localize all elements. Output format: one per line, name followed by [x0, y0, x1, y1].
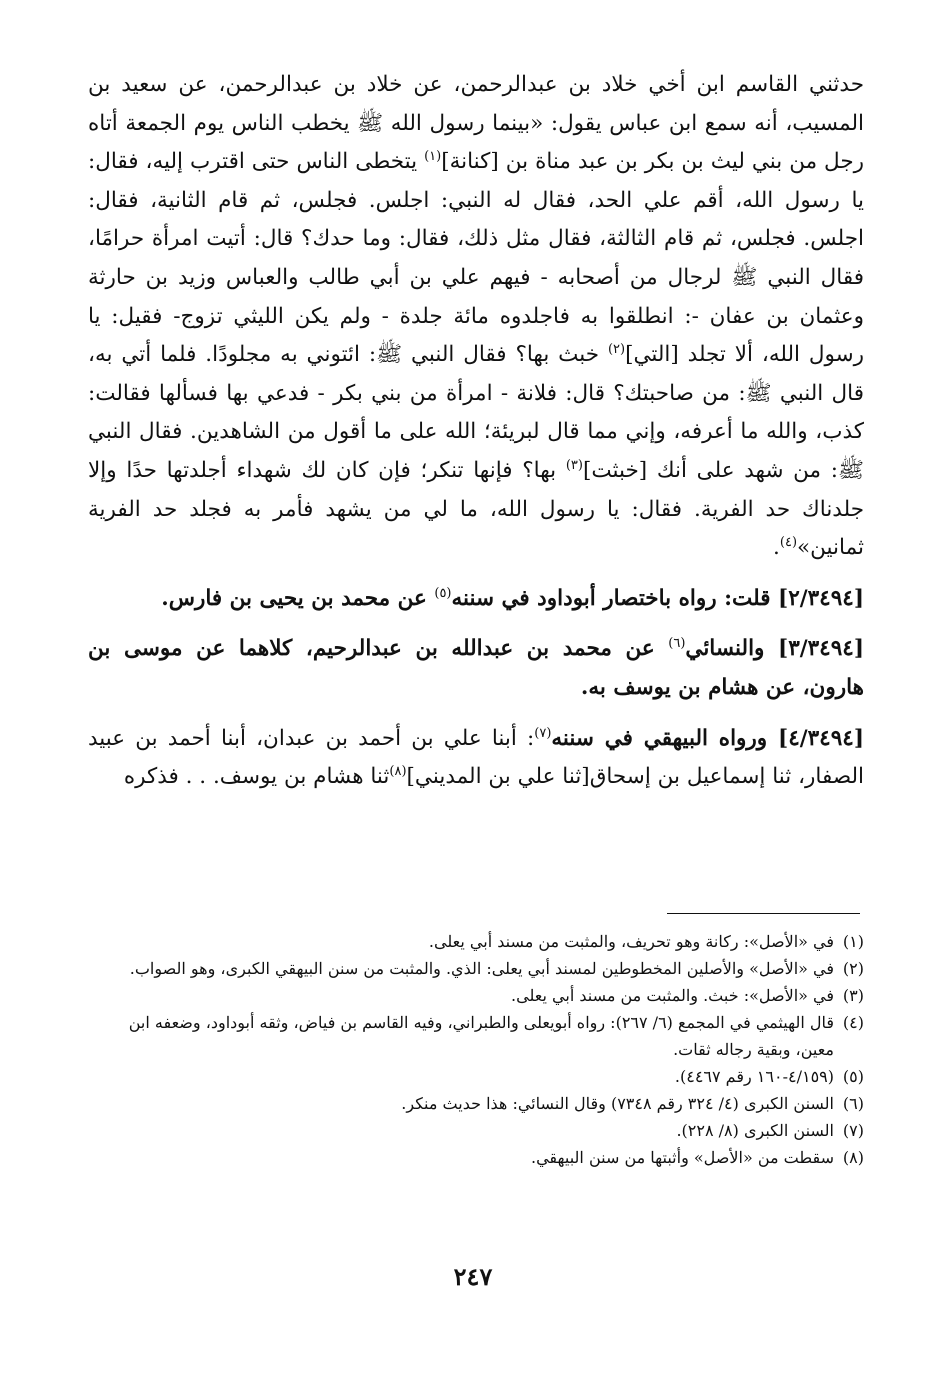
footnote-separator	[667, 913, 860, 914]
footnote-text: السنن الكبرى (٨/ ٢٢٨).	[676, 1121, 834, 1140]
footnote-1	[88, 928, 864, 955]
footnote-number: (٣)	[842, 986, 864, 1005]
footnote-text: قال الهيثمي في المجمع (٦/ ٢٦٧): رواه أبويعلى والطبراني، وفيه القاسم بن فياض، وثقه أبوداود، وضعفه ابن معين، وبقية رجاله ثقات.	[128, 1013, 834, 1059]
hadith-text-3: خبث بها؟ فقال النبي ﷺ: ائتوني به مجلودًا. فلما أتي به، قال النبي ﷺ: من صاحبتك؟ قال: فلانة - امرأة من بني بكر - فدعي بها فسألها فقالت: كذب، والله ما أعرفه، وإني مما قال لبريئة؛ الله على ما أقول من الشاهدين. فقال النبي ﷺ: من شهد على أنك [خبثت]	[88, 342, 865, 483]
footnote-number: (١)	[842, 932, 864, 951]
hadith-paragraph	[88, 66, 864, 568]
abu-dawud-text-2: عن محمد بن يحيى بن فارس.	[161, 585, 435, 611]
bayhaqi-text: : أبنا علي بن أحمد بن عبدان، أبنا أحمد بن عبيد الصفار، ثنا إسماعيل بن إسحاق[ثنا علي بن المديني]	[88, 725, 864, 790]
footnote-ref-3[interactable]: (٣)	[565, 457, 583, 473]
entry-number-4: [٤/٣٤٩٤]	[778, 725, 864, 751]
footnote-number: (٦)	[842, 1094, 864, 1113]
nasai-paragraph	[88, 630, 864, 707]
footnote-ref-8[interactable]: (٨)	[389, 763, 407, 779]
footnote-number: (٥)	[842, 1067, 864, 1086]
footnote-2	[88, 955, 864, 982]
footnote-text: في «الأصل»: ركانة وهو تحريف، والمثبت من مسند أبي يعلى.	[428, 932, 834, 951]
footnote-ref-2[interactable]: (٢)	[607, 342, 626, 357]
footnote-3	[88, 982, 864, 1009]
page-body	[88, 66, 864, 797]
footnote-text: سقطت من «الأصل» وأثبتها من سنن البيهقي.	[530, 1148, 834, 1167]
footnote-number: (٨)	[842, 1148, 864, 1167]
hadith-text-2: يتخطى الناس حتى اقترب إليه، فقال: يا رسول الله، أقم علي الحد، فقال له النبي: اجلس. فجلس، ثم قام الثانية، فقال: اجلس. فجلس، ثم قام الثالثة، فقال مثل ذلك، فقال: وما حدك؟ قال: أتيت امرأة حرامًا، فقال النبي ﷺ لرجال من أصحابه - فيهم علي بن أبي طالب والعباس وزيد بن حارثة وعثمان بن عفان -: انطلقوا به فاجلدوه مائة جلدة - ولم يكن الليثي تزوج- فقيل: يا رسول الله، ألا تجلد [التي]	[88, 149, 864, 368]
footnote-text: في «الأصل» والأصلين المخطوطين لمسند أبي يعلى: الذي. والمثبت من سنن البيهقي الكبرى، وهو الصواب.	[129, 959, 834, 978]
footnote-5	[88, 1063, 864, 1090]
entry-number-3: [٣/٣٤٩٤]	[778, 636, 865, 662]
abu-dawud-text: قلت: رواه باختصار أبوداود في سننه	[451, 585, 779, 611]
abu-dawud-paragraph	[88, 580, 864, 619]
footnote-text: (٤/١٥٩-١٦٠ رقم ٤٤٦٧).	[674, 1067, 834, 1086]
bayhaqi-heading: ورواه البيهقي في سننه	[551, 725, 779, 751]
footnote-8	[88, 1144, 864, 1171]
footnote-text: في «الأصل»: خبث. والمثبت من مسند أبي يعلى.	[511, 986, 834, 1005]
entry-number-2: [٢/٣٤٩٤]	[778, 585, 864, 611]
hadith-text-1: حدثني القاسم ابن أخي خلاد بن عبدالرحمن، عن خلاد بن عبدالرحمن، عن سعيد بن المسيب، أنه سمع ابن عباس يقول: «بينما رسول الله ﷺ يخطب الناس يوم الجمعة أتاه رجل من بني ليث بن بكر بن عبد مناة بن [كنانة]	[88, 72, 864, 175]
footnote-number: (٢)	[842, 959, 864, 978]
footnotes-section	[88, 928, 864, 1171]
footnote-7	[88, 1117, 864, 1144]
footnote-4	[88, 1009, 864, 1063]
hadith-text-4: بها؟ فإنها تنكر؛ فإن كان لك شهداء أجلدتها حدًا وإلا جلدناك حد الفرية. فقال: يا رسول الله، ما لي من يشهد فأمر به فجلد حد الفرية ثمانين»	[88, 457, 864, 561]
footnote-ref-4[interactable]: (٤)	[779, 534, 798, 550]
footnote-number: (٧)	[842, 1121, 864, 1140]
bayhaqi-text-2: ثنا هشام بن يوسف. . . فذكره	[123, 764, 390, 790]
footnote-ref-6[interactable]: (٦)	[668, 636, 686, 652]
page-number: ٢٤٧	[453, 1262, 493, 1291]
hadith-text-end: .	[773, 535, 780, 561]
main-text	[88, 66, 864, 797]
nasai-text-2: عن محمد بن عبدالله بن عبدالرحيم، كلاهما عن موسى بن هارون، عن هشام بن يوسف به.	[88, 636, 864, 700]
footnote-number: (٤)	[842, 1013, 864, 1032]
footnote-ref-1[interactable]: (١)	[424, 149, 442, 165]
bayhaqi-paragraph	[88, 720, 864, 797]
footnote-text: السنن الكبرى (٤/ ٣٢٤ رقم ٧٣٤٨) وقال النسائي: هذا حديث منكر.	[401, 1094, 834, 1113]
footnote-ref-7[interactable]: (٧)	[534, 725, 552, 741]
nasai-text: والنسائي	[685, 636, 779, 662]
footnote-6	[88, 1090, 864, 1117]
footnote-ref-5[interactable]: (٥)	[434, 585, 452, 601]
